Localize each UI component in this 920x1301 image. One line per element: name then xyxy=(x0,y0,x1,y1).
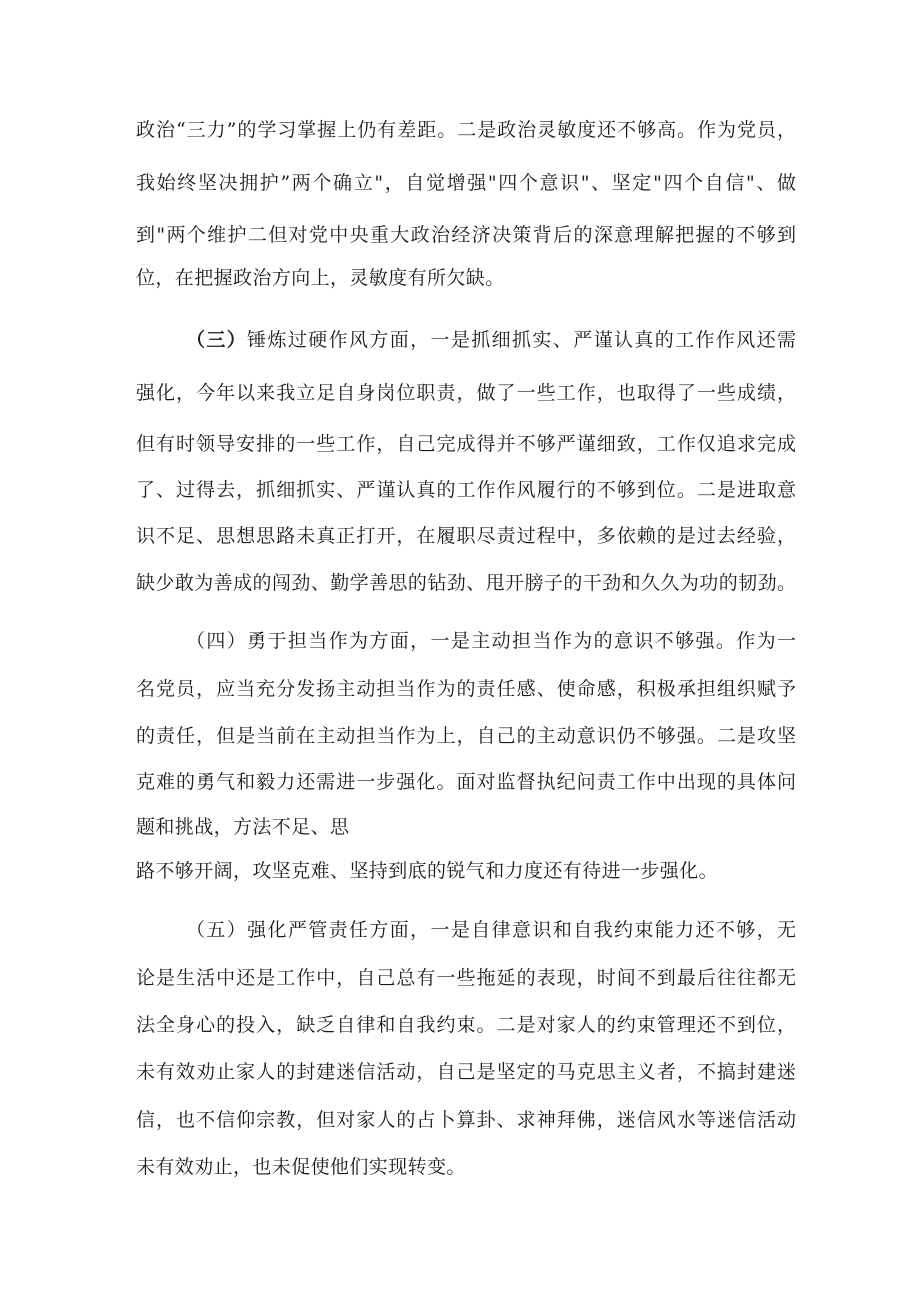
paragraph-line: 我始终坚决拥护”两个确立"，自觉增强"四个意识"、坚定"四个自信"、做 xyxy=(136,172,796,194)
paragraph-line: 名党员，应当充分发扬主动担当作为的责任感、使命感，积极承担组织赋予 xyxy=(136,678,796,700)
paragraph-line: 论是生活中还是工作中，自己总有一些拖延的表现，时间不到最后往往都无 xyxy=(136,967,796,989)
paragraph-text: 锤炼过硬作风方面，一是抓细抓实、严谨认真的工作作风还需 xyxy=(247,329,796,351)
paragraph-line: 到"两个维护二但对党中央重大政治经济决策背后的深意理解把握的不够到 xyxy=(136,224,796,246)
paragraph-line: 识不足、思想思路未真正打开，在履职尽责过程中，多依赖的是过去经验， xyxy=(136,525,796,547)
section-marker-three: （三） xyxy=(186,329,248,351)
paragraph-line: 缺少敢为善成的闯劲、勤学善思的钻劲、甩开膀子的干劲和久久为功的韧劲。 xyxy=(136,572,796,594)
paragraph-line: 但有时领导安排的一些工作，自己完成得并不够严谨细致，工作仅追求完成 xyxy=(136,433,796,455)
paragraph-line: 法全身心的投入，缺乏自律和自我约束。二是对家人的约束管理还不到位， xyxy=(136,1014,796,1036)
paragraph-line: 未有效劝止，也未促使他们实现转变。 xyxy=(136,1156,466,1178)
paragraph-line: 政治“三力”的学习掌握上仍有差距。二是政治灵敏度还不够高。作为党员， xyxy=(136,119,796,141)
paragraph-line: 题和挑战，方法不足、思 xyxy=(136,816,350,838)
paragraph-line: （四）勇于担当作为方面，一是主动担当作为的意识不够强。作为一 xyxy=(186,630,796,652)
paragraph-line: （五）强化严管责任方面，一是自律意识和自我约束能力还不够，无 xyxy=(186,919,796,941)
paragraph-line xyxy=(186,328,796,352)
paragraph-line: 未有效劝止家人的封建迷信活动，自己是坚定的马克思主义者，不搞封建迷 xyxy=(136,1061,796,1083)
paragraph-line: 路不够开阔，攻坚克难、坚持到底的锐气和力度还有待进一步强化。 xyxy=(136,860,719,882)
paragraph-line: 克难的勇气和毅力还需进一步强化。面对监督执纪问责工作中出现的具体问 xyxy=(136,771,796,793)
paragraph-line: 的责任，但是当前在主动担当作为上，自己的主动意识仍不够强。二是攻坚 xyxy=(136,725,796,747)
paragraph-line: 了、过得去，抓细抓实、严谨认真的工作作风履行的不够到位。二是进取意 xyxy=(136,479,796,501)
paragraph-line: 信，也不信仰宗教，但对家人的占卜算卦、求神拜佛，迷信风水等迷信活动 xyxy=(136,1109,796,1131)
paragraph-line: 强化，今年以来我立足自身岗位职责，做了一些工作，也取得了一些成绩， xyxy=(136,382,796,404)
paragraph-line: 位，在把握政治方向上，灵敏度有所欠缺。 xyxy=(136,267,505,289)
